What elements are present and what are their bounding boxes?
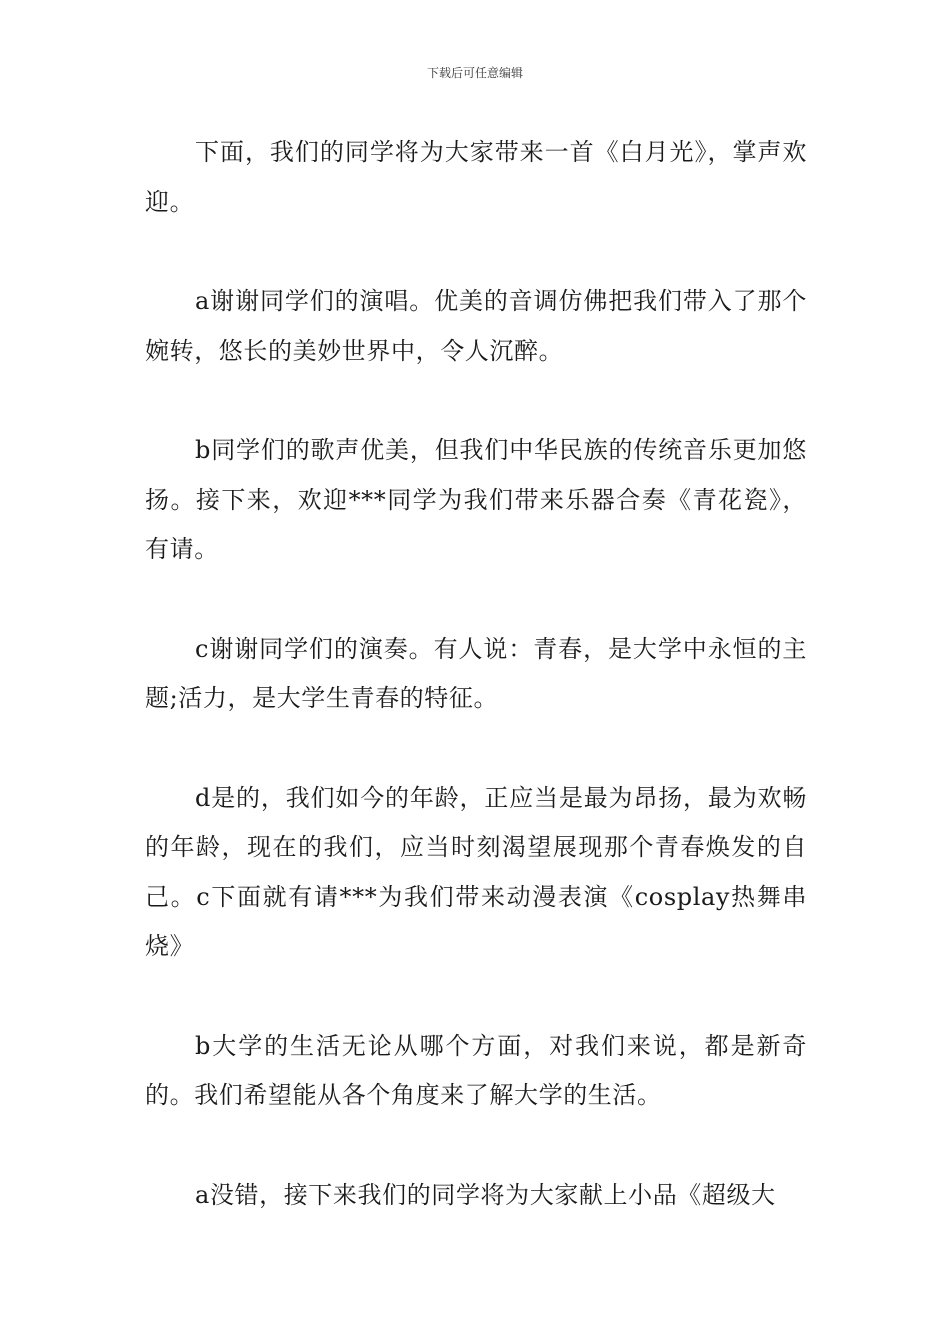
document-body bbox=[145, 128, 807, 1270]
paragraph-2: a谢谢同学们的演唱。优美的音调仿佛把我们带入了那个婉转，悠长的美妙世界中，令人沉醉。 bbox=[145, 287, 807, 365]
paragraph-6: b大学的生活无论从哪个方面，对我们来说，都是新奇的。我们希望能从各个角度来了解大学的生活。 bbox=[145, 1031, 807, 1109]
page-header: 下载后可任意编辑 bbox=[426, 66, 523, 80]
paragraph-4: c谢谢同学们的演奏。有人说：青春，是大学中永恒的主题;活力，是大学生青春的特征。 bbox=[145, 634, 807, 712]
paragraph-3: b同学们的歌声优美，但我们中华民族的传统音乐更加悠扬。接下来，欢迎***同学为我们带来乐器合奏《青花瓷》，有请。 bbox=[145, 436, 807, 563]
paragraph-1: 下面，我们的同学将为大家带来一首《白月光》，掌声欢迎。 bbox=[145, 138, 807, 216]
paragraph-7: a没错，接下来我们的同学将为大家献上小品《超级大 bbox=[195, 1180, 776, 1209]
paragraph-5: d是的，我们如今的年龄，正应当是最为昂扬，最为欢畅的年龄，现在的我们，应当时刻渴望展现那个青春焕发的自己。c下面就有请***为我们带来动漫表演《cosplay热舞串烧》 bbox=[145, 783, 807, 960]
